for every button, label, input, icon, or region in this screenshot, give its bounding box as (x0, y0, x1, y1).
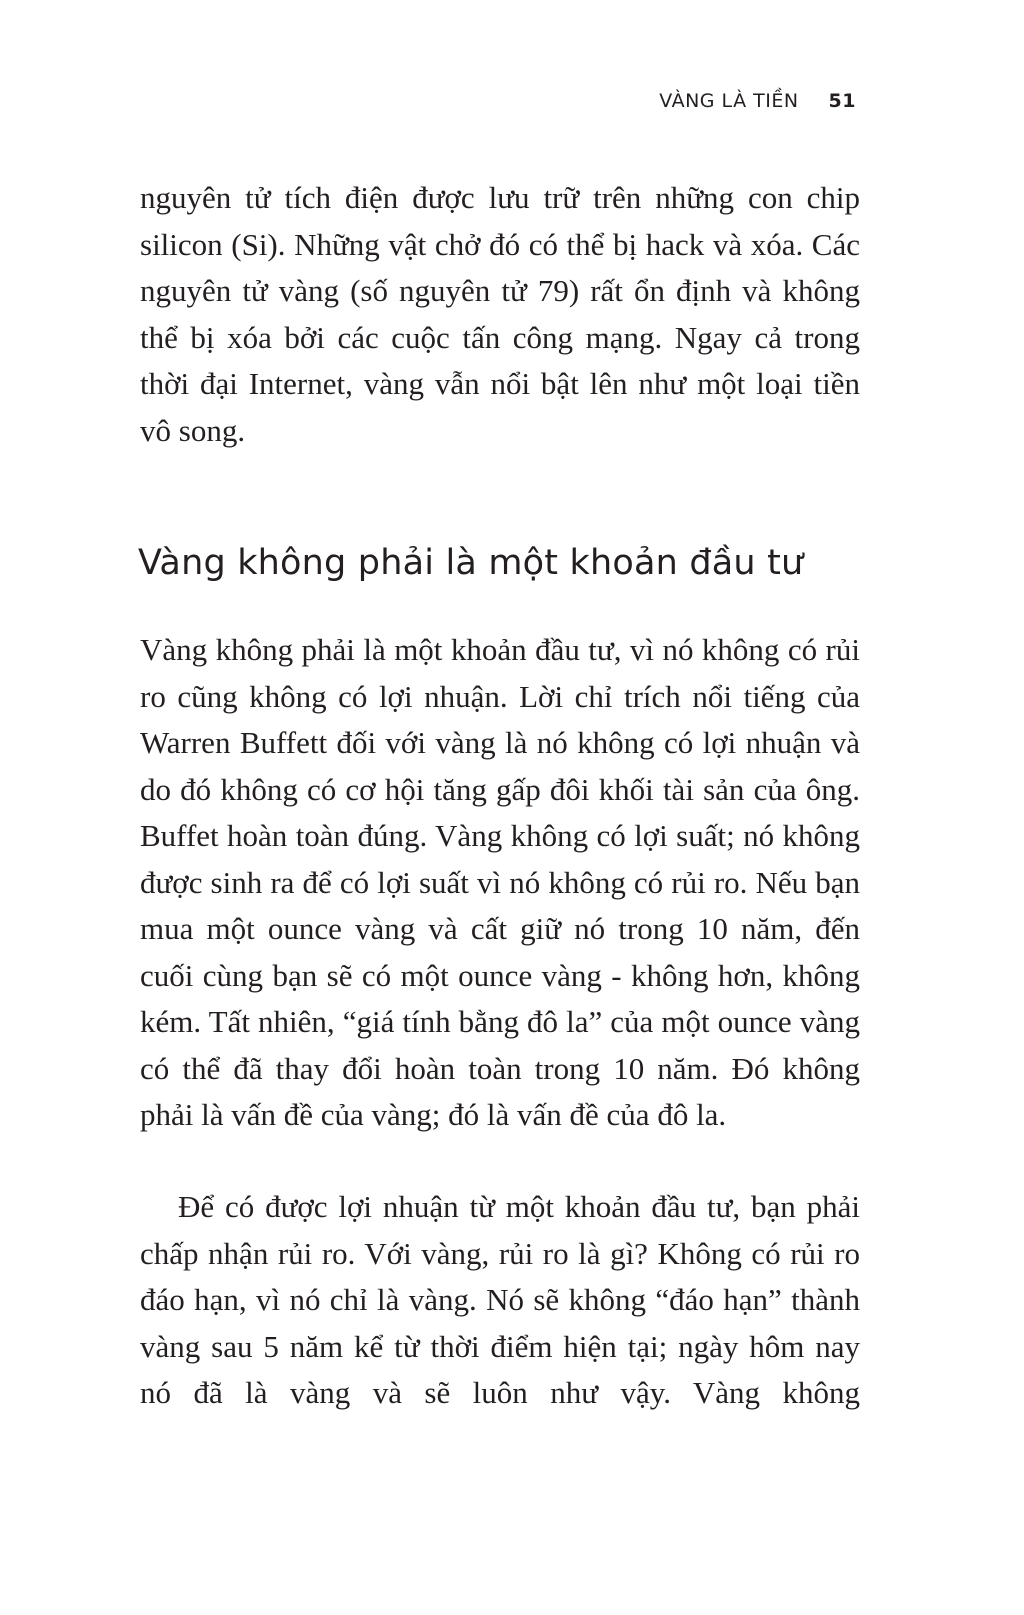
section-heading: Vàng không phải là một khoản đầu tư (138, 543, 804, 583)
body-paragraph-2: Vàng không phải là một khoản đầu tư, vì nó không có rủi ro cũng không có lợi nhuận. Lời chỉ trích nổi tiếng của Warren Buffett đối với vàng là nó không có lợi nhuận và do đó không có cơ hội tăng gấp đôi khối tài sản của ông. Buffet hoàn toàn đúng. Vàng không có lợi suất; nó không được sinh ra để có lợi suất vì nó không có rủi ro. Nếu bạn mua một ounce vàng và cất giữ nó trong 10 năm, đến cuối cùng bạn sẽ có một ounce vàng - không hơn, không kém. Tất nhiên, “giá tính bằng đô la” của một ounce vàng có thể đã thay đổi hoàn toàn trong 10 năm. Đó không phải là vấn đề của vàng; đó là vấn đề của đô la. (140, 632, 860, 1132)
running-head (659, 90, 856, 112)
body-paragraph-3: Để có được lợi nhuận từ một khoản đầu tư, bạn phải chấp nhận rủi ro. Với vàng, rủi ro là gì? Không có rủi ro đáo hạn, vì nó chỉ là vàng. Nó sẽ không “đáo hạn” thành vàng sau 5 năm kể từ thời điểm hiện tại; ngày hôm nay nó đã là vàng và sẽ luôn như vậy. Vàng không (140, 1189, 860, 1410)
running-head-title: VÀNG LÀ TIỀN (659, 90, 799, 112)
body-paragraph-1: nguyên tử tích điện được lưu trữ trên những con chip silicon (Si). Những vật chở đó có thể bị hack và xóa. Các nguyên tử vàng (số nguyên tử 79) rất ổn định và không thể bị xóa bởi các cuộc tấn công mạng. Ngay cả trong thời đại Internet, vàng vẫn nổi bật lên như một loại tiền vô song. (140, 180, 860, 448)
page-number: 51 (828, 90, 856, 112)
